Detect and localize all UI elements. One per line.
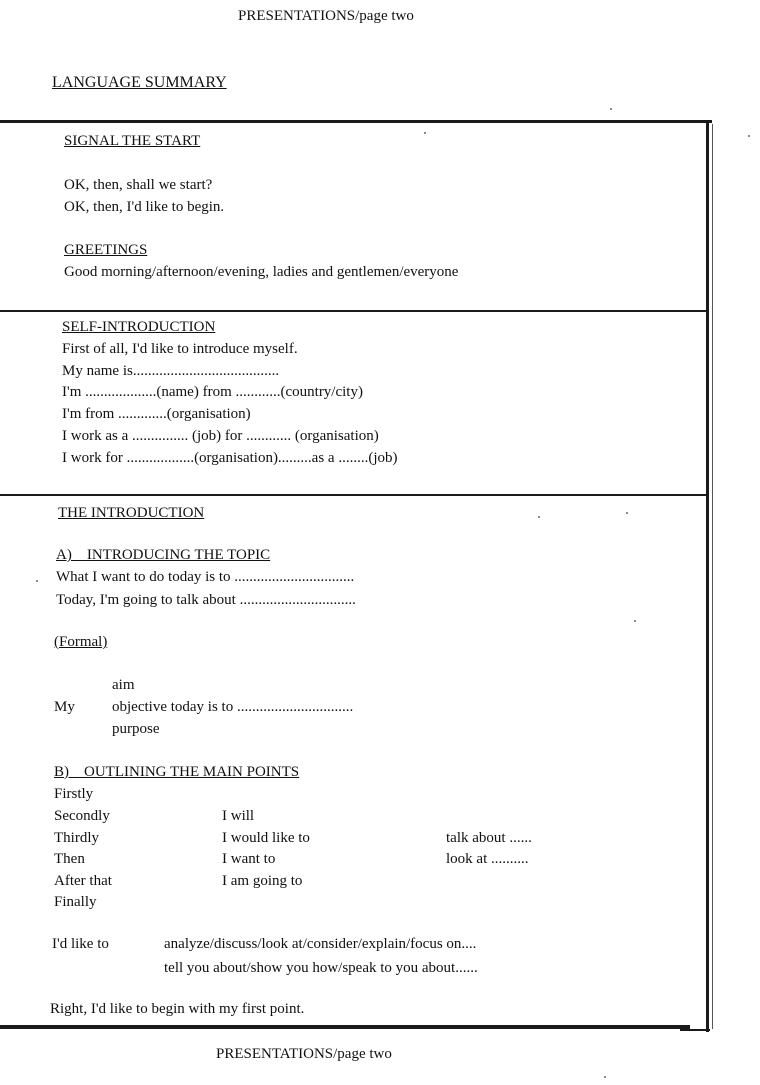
self-intro-heading: SELF-INTRODUCTION: [62, 319, 216, 335]
self-intro-line: I'm ...................(name) from ............(country/city): [62, 384, 363, 400]
page-header: PRESENTATIONS/page two: [238, 8, 414, 24]
box-bottom-rule-tail: [680, 1029, 710, 1031]
self-intro-line: First of all, I'd like to introduce myself.: [62, 341, 298, 357]
self-intro-line: I work for ..................(organisation).........as a ........(job): [62, 450, 398, 466]
id-like-label: I'd like to: [52, 936, 109, 952]
id-like-line: analyze/discuss/look at/consider/explain/focus on....: [164, 936, 477, 952]
modal-phrase: I am going to: [222, 873, 303, 889]
signal-start-line: OK, then, I'd like to begin.: [64, 199, 225, 215]
box-divider-2: [0, 494, 708, 496]
closing-line: Right, I'd like to begin with my first point.: [50, 1001, 305, 1017]
sequence-word: Then: [54, 851, 85, 867]
page-footer: PRESENTATIONS/page two: [216, 1046, 392, 1062]
sequence-word: Firstly: [54, 786, 94, 802]
scan-speck: [626, 512, 628, 514]
box-divider-1: [0, 310, 708, 312]
scan-speck: [634, 620, 636, 622]
greetings-heading: GREETINGS: [64, 242, 148, 258]
scan-speck: [748, 135, 750, 137]
aim-option: aim: [112, 677, 135, 693]
modal-phrase: I want to: [222, 851, 276, 867]
modal-phrase: I will: [222, 808, 255, 824]
greetings-line: Good morning/afternoon/evening, ladies and gentlemen/everyone: [64, 264, 459, 280]
aim-option: purpose: [112, 721, 160, 737]
formal-label: (Formal): [54, 634, 108, 650]
outline-heading: B) OUTLINING THE MAIN POINTS: [54, 764, 300, 780]
signal-start-line: OK, then, shall we start?: [64, 177, 213, 193]
scan-speck: [610, 108, 612, 110]
self-intro-line: My name is.......................................: [62, 363, 280, 379]
sequence-word: Thirdly: [54, 830, 99, 846]
language-summary-title: LANGUAGE SUMMARY: [52, 74, 227, 91]
scan-speck: [538, 516, 540, 518]
box-right-rule: [706, 120, 709, 1032]
sequence-word: After that: [54, 873, 112, 889]
scan-speck: [36, 580, 38, 582]
scan-speck: [604, 1076, 606, 1078]
my-label: My: [54, 699, 75, 715]
aim-option: objective today is to ...............................: [112, 699, 354, 715]
topic-line: Today, I'm going to talk about ...............................: [56, 592, 356, 608]
self-intro-line: I'm from .............(organisation): [62, 406, 251, 422]
box-top-rule: [0, 120, 712, 123]
sequence-word: Secondly: [54, 808, 110, 824]
box-right-shadow: [712, 124, 713, 1029]
signal-start-heading: SIGNAL THE START: [64, 133, 201, 149]
sequence-word: Finally: [54, 894, 97, 910]
self-intro-line: I work as a ............... (job) for ............ (organisation): [62, 428, 379, 444]
id-like-line: tell you about/show you how/speak to you about......: [164, 960, 478, 976]
topic-line: What I want to do today is to ................................: [56, 569, 355, 585]
box-bottom-rule: [0, 1025, 690, 1029]
introduction-heading: THE INTRODUCTION: [58, 505, 205, 521]
scan-speck: [424, 132, 426, 134]
verb-phrase: look at ..........: [446, 851, 529, 867]
topic-heading: A) INTRODUCING THE TOPIC: [56, 547, 271, 563]
modal-phrase: I would like to: [222, 830, 310, 846]
verb-phrase: talk about ......: [446, 830, 532, 846]
